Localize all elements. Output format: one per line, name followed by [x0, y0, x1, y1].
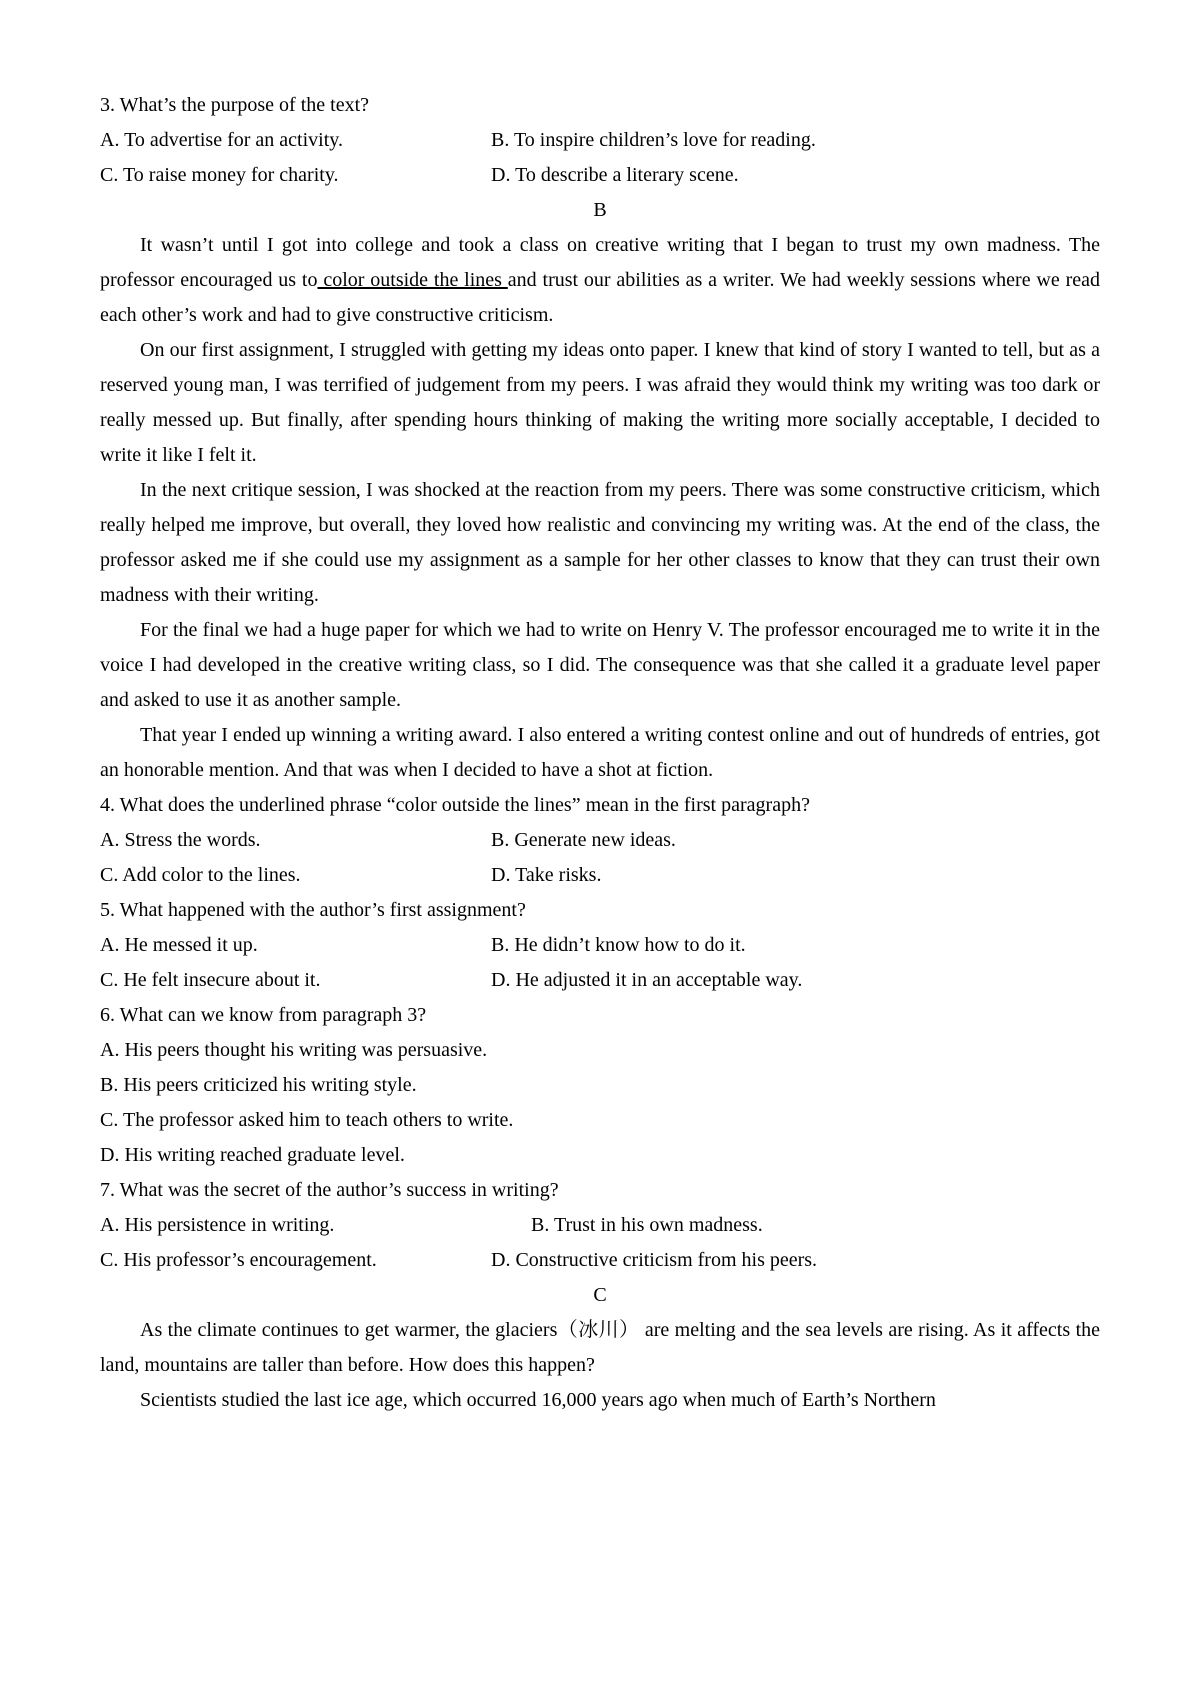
option-3c: C. To raise money for charity. — [100, 164, 339, 186]
passage-c-paragraph-1: As the climate continues to get warmer, the glaciers（冰川） are melting and the sea levels are rising. As it affects the land, mountains are taller than before. How does this happen? — [100, 1319, 1100, 1376]
question-7-options-row-2 — [100, 1243, 1100, 1278]
question-7: 7. What was the secret of the author’s success in writing? — [100, 1179, 559, 1201]
underlined-phrase: color outside the lines — [317, 269, 508, 291]
option-6b: B. His peers criticized his writing style. — [100, 1074, 417, 1096]
option-4a: A. Stress the words. — [100, 829, 261, 851]
option-5b: B. He didn’t know how to do it. — [491, 934, 746, 956]
option-4d: D. Take risks. — [491, 864, 602, 886]
option-5c: C. He felt insecure about it. — [100, 969, 321, 991]
question-5: 5. What happened with the author’s first assignment? — [100, 899, 526, 921]
passage-b-paragraph-5: That year I ended up winning a writing award. I also entered a writing contest online and out of hundreds of entries, got an honorable mention. And that was when I decided to have a shot at fiction. — [100, 724, 1100, 781]
question-3: 3. What’s the purpose of the text? — [100, 94, 370, 116]
question-5-options-row-2 — [100, 963, 1100, 998]
option-7a: A. His persistence in writing. — [100, 1214, 335, 1236]
passage-b-paragraph-2: On our first assignment, I struggled with getting my ideas onto paper. I knew that kind of story I wanted to tell, but as a reserved young man, I was terrified of judgement from my peers. I was afraid they would think my writing was too dark or really messed up. But finally, after spending hours thinking of making the writing more socially acceptable, I decided to write it like I felt it. — [100, 339, 1100, 466]
option-5a: A. He messed it up. — [100, 934, 258, 956]
question-4-options-row-1 — [100, 823, 1100, 858]
option-7d: D. Constructive criticism from his peers. — [491, 1249, 818, 1271]
option-6d: D. His writing reached graduate level. — [100, 1144, 405, 1166]
paragraph-1-after-phrase: and trust our abilities as a writer. We had weekly sessions where we read each other’s work and had to give constructive criticism. — [100, 269, 1100, 326]
question-4: 4. What does the underlined phrase “color outside the lines” mean in the first paragraph? — [100, 794, 810, 816]
option-3d: D. To describe a literary scene. — [491, 164, 739, 186]
passage-b-paragraph-3: In the next critique session, I was shocked at the reaction from my peers. There was some constructive criticism, which really helped me improve, but overall, they loved how realistic and convincing my writing was. At the end of the class, the professor asked me if she could use my assignment as a sample for her other classes to know that they can trust their own madness with their writing. — [100, 479, 1100, 606]
question-4-options-row-2 — [100, 858, 1100, 893]
passage-b-paragraph-4: For the final we had a huge paper for which we had to write on Henry V. The professor encouraged me to write it in the voice I had developed in the creative writing class, so I did. The consequence was that she called it a graduate level paper and asked to use it as another sample. — [100, 619, 1100, 711]
option-4c: C. Add color to the lines. — [100, 864, 301, 886]
option-6c: C. The professor asked him to teach others to write. — [100, 1109, 514, 1131]
option-7c: C. His professor’s encouragement. — [100, 1249, 377, 1271]
option-3a: A. To advertise for an activity. — [100, 129, 343, 151]
option-7b: B. Trust in his own madness. — [531, 1214, 763, 1236]
option-4b: B. Generate new ideas. — [491, 829, 676, 851]
paragraph-1-before-phrase: It wasn’t until I got into college and took a class on creative writing that I began to trust my own madness. The professor encouraged us to — [100, 234, 1100, 291]
passage-c-paragraph-2: Scientists studied the last ice age, which occurred 16,000 years ago when much of Earth’s Northern — [140, 1389, 936, 1411]
question-3-options-row-1 — [100, 123, 1100, 158]
passage-b-heading: B — [593, 199, 607, 221]
passage-c-heading: C — [593, 1284, 607, 1306]
option-6a: A. His peers thought his writing was persuasive. — [100, 1039, 488, 1061]
question-6: 6. What can we know from paragraph 3? — [100, 1004, 427, 1026]
question-3-options-row-2 — [100, 158, 1100, 193]
passage-b-paragraph-1 — [100, 228, 1100, 333]
option-5d: D. He adjusted it in an acceptable way. — [491, 969, 803, 991]
question-5-options-row-1 — [100, 928, 1100, 963]
option-3b: B. To inspire children’s love for reading. — [491, 129, 816, 151]
question-7-options-row-1 — [100, 1208, 1100, 1243]
